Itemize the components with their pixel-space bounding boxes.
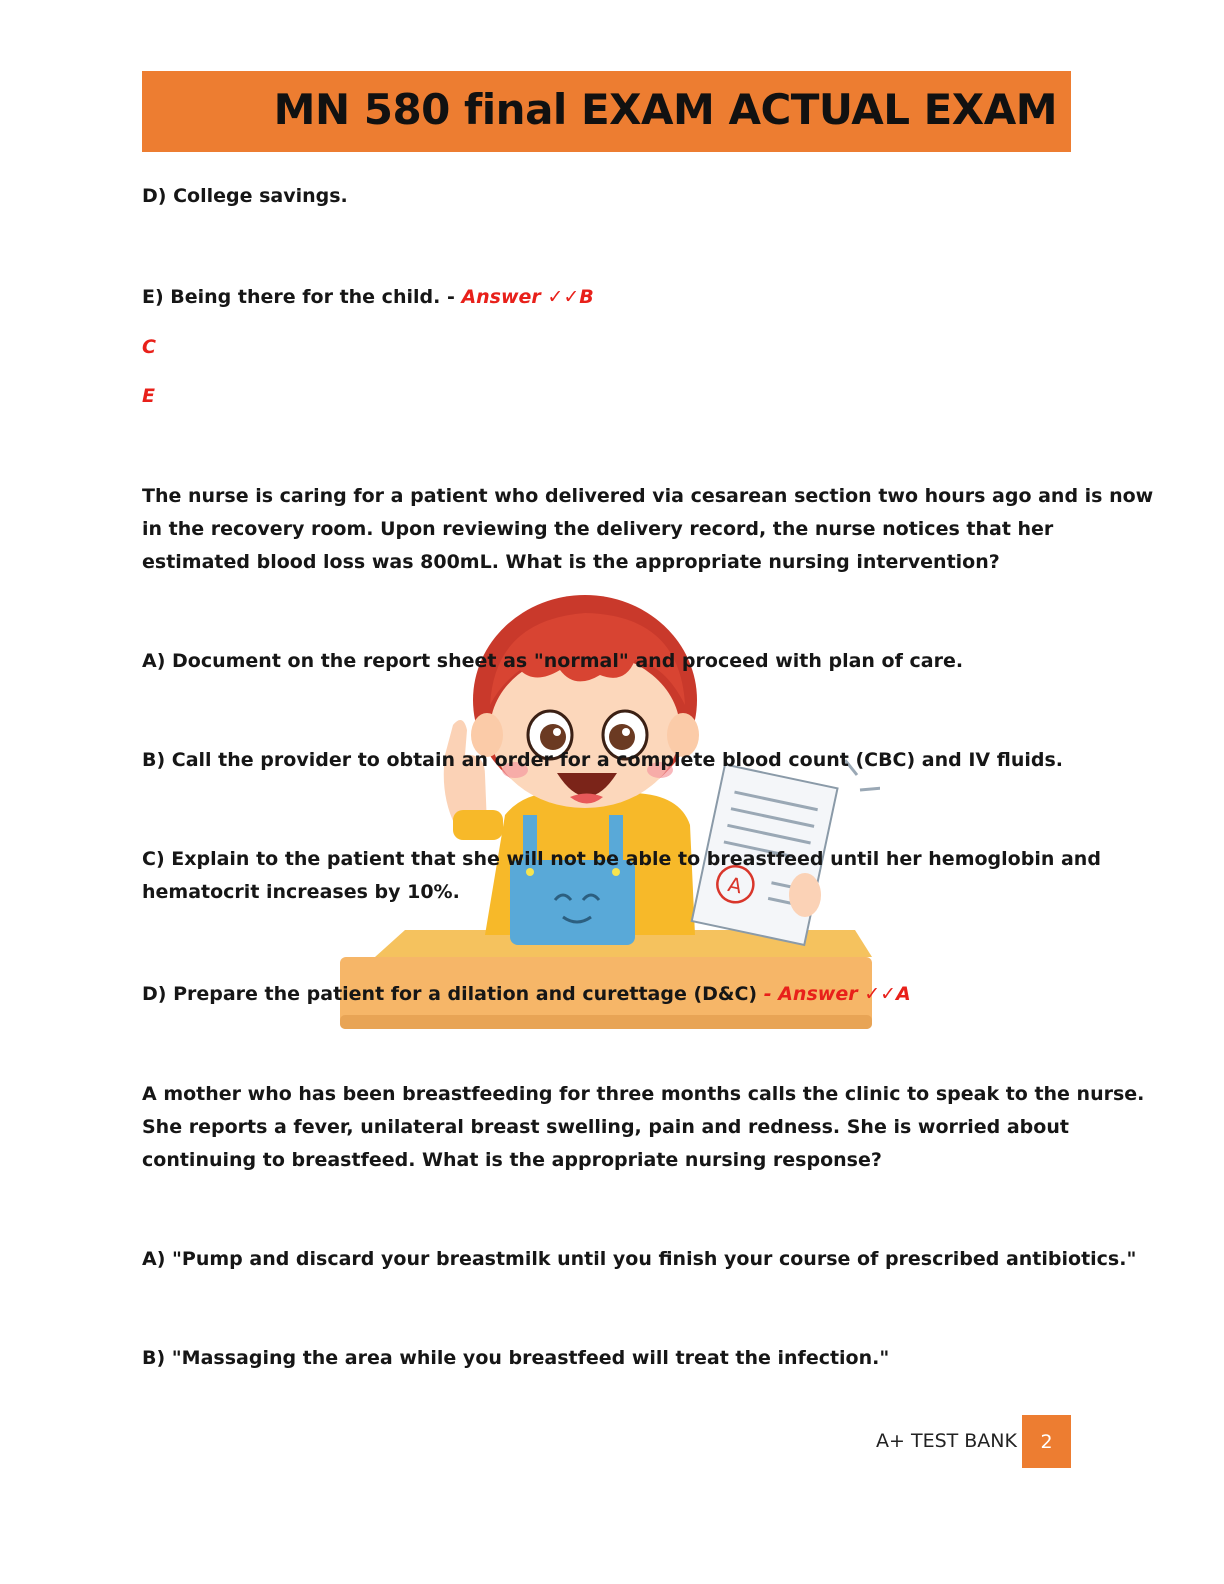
answer-continuation-c: C	[142, 336, 156, 358]
svg-text:A: A	[725, 872, 745, 899]
option-c-line: C) Explain to the patient that she will not be able to breastfeed until her hemoglobin and	[142, 848, 1101, 870]
page-number: 2	[1022, 1415, 1071, 1468]
option-a-pump: A) "Pump and discard your breastmilk until you finish your course of prescribed antibiotics."	[142, 1248, 1137, 1270]
option-a: A) Document on the report sheet as "normal" and proceed with plan of care.	[142, 650, 964, 672]
question-stem-line: She reports a fever, unilateral breast swelling, pain and redness. She is worried about	[142, 1116, 1069, 1138]
document-title: MN 580 final EXAM ACTUAL EXAM	[273, 85, 1057, 134]
answer-text: Answer ✓✓B	[461, 286, 594, 308]
answer-continuation-e: E	[142, 385, 155, 407]
option-b-massage: B) "Massaging the area while you breastfeed will treat the infection."	[142, 1347, 890, 1369]
question-stem-line: in the recovery room. Upon reviewing the delivery record, the nurse notices that her	[142, 518, 1054, 540]
question-stem-line: A mother who has been breastfeeding for three months calls the clinic to speak to the nurse.	[142, 1083, 1145, 1105]
option-d-college-savings: D) College savings.	[142, 185, 348, 207]
header-bar	[142, 71, 1071, 152]
question-stem-line: The nurse is caring for a patient who delivered via cesarean section two hours ago and is now	[142, 485, 1154, 507]
footer-label: A+ TEST BANK	[876, 1430, 1017, 1452]
question-stem-line: estimated blood loss was 800mL. What is the appropriate nursing intervention?	[142, 551, 1000, 573]
option-e-being-there: E) Being there for the child. - Answer ✓✓B	[142, 286, 594, 308]
option-b: B) Call the provider to obtain an order for a complete blood count (CBC) and IV fluids.	[142, 749, 1063, 771]
option-d-dilation: D) Prepare the patient for a dilation and curettage (D&C) - Answer ✓✓A	[142, 983, 911, 1005]
answer-text: - Answer ✓✓A	[757, 983, 911, 1005]
question-stem-line: continuing to breastfeed. What is the appropriate nursing response?	[142, 1149, 882, 1171]
option-c-line: hematocrit increases by 10%.	[142, 881, 460, 903]
